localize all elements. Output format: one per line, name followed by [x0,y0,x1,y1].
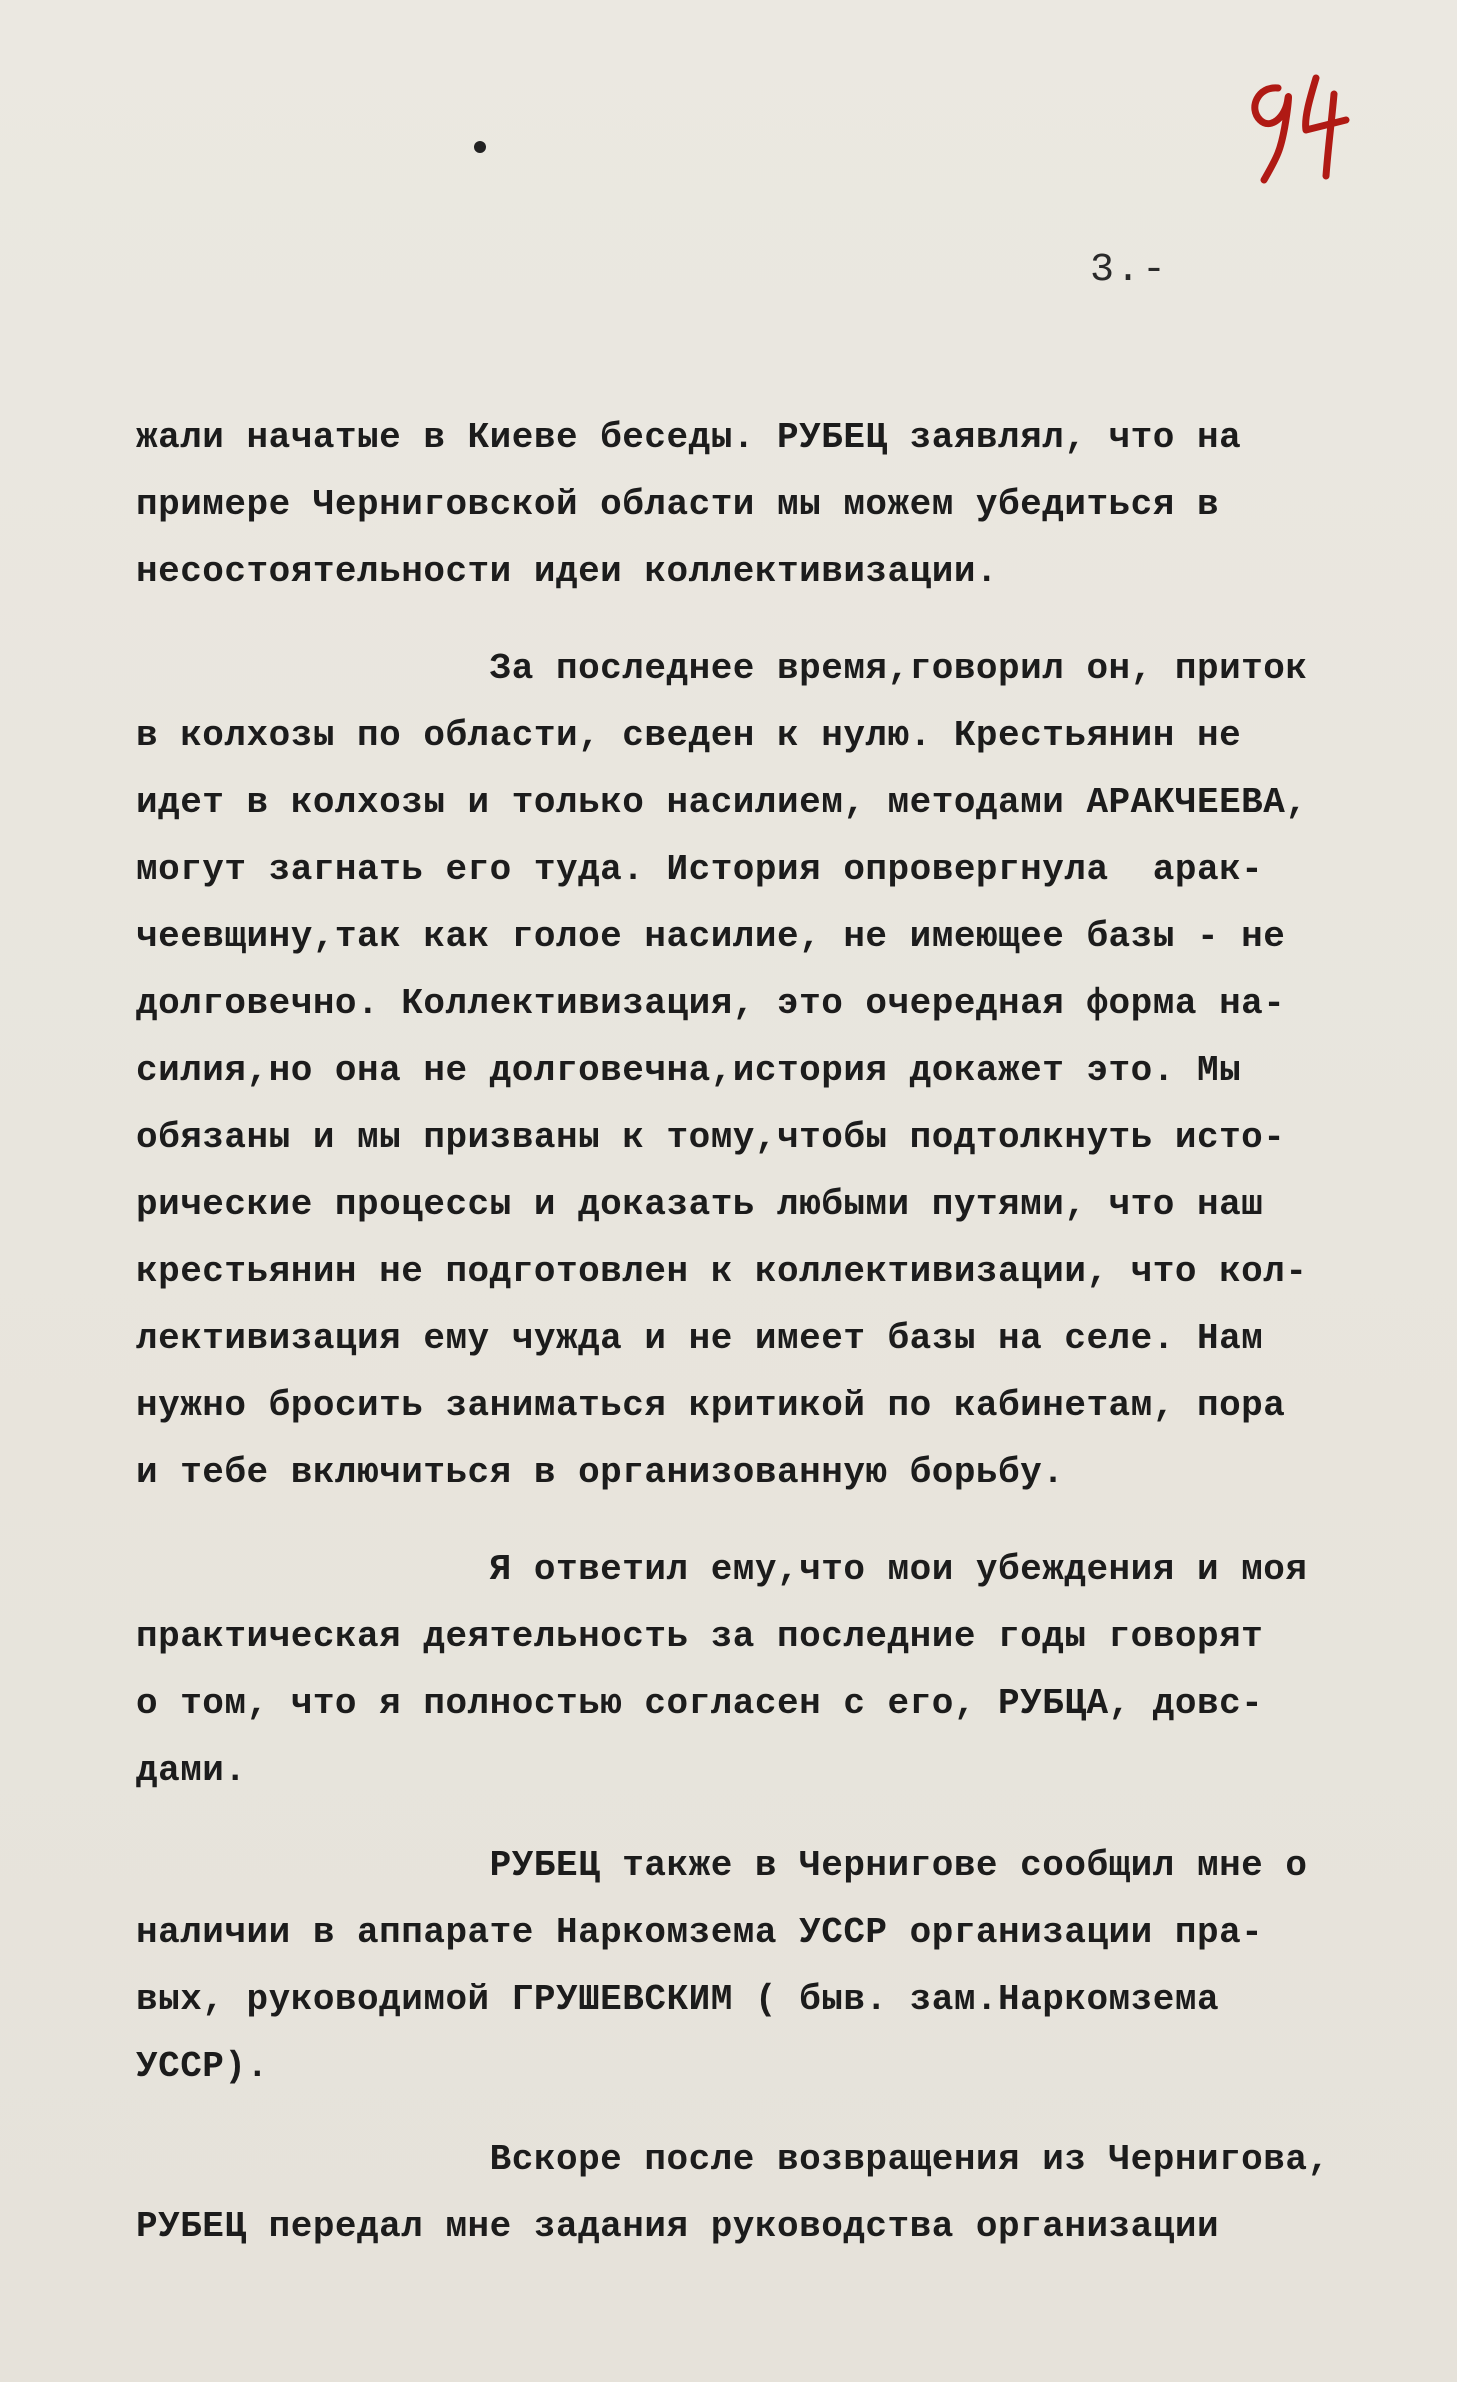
text-line: крестьянин не подготовлен к коллективизации, что кол- [136,1251,1308,1292]
text-line: жали начатые в Киеве беседы. РУБЕЦ заявлял, что на [136,417,1242,458]
text-line: дами. [136,1750,247,1791]
text-line: обязаны и мы призваны к тому,чтобы подтолкнуть исто- [136,1117,1286,1158]
archive-sheet-number [1238,58,1358,198]
text-line: За последнее время,говорил он, приток [136,648,1308,689]
text-line: долговечно. Коллективизация, это очередная форма на- [136,983,1286,1024]
text-line: рические процессы и доказать любыми путями, что наш [136,1184,1264,1225]
text-line: о том, что я полностью согласен с его, РУБЦА, довс- [136,1683,1264,1724]
text-line: чеевщину,так как голое насилие, не имеющее базы - не [136,916,1286,957]
text-line: РУБЕЦ передал мне задания руководства организации [136,2206,1220,2247]
paragraph-5 [136,2126,1336,2260]
text-line: в колхозы по области, сведен к нулю. Крестьянин не [136,715,1242,756]
text-line: примере Черниговской области мы можем убедиться в [136,484,1220,525]
text-line: несостоятельности идеи коллективизации. [136,551,999,592]
text-line: УССР). [136,2046,269,2087]
typed-body-text [136,404,1336,2260]
text-line: нужно бросить заниматься критикой по кабинетам, пора [136,1385,1286,1426]
page-number: 3.- [1090,248,1169,293]
paragraph-1 [136,404,1336,605]
text-line: РУБЕЦ также в Чернигове сообщил мне о [136,1845,1308,1886]
text-line: лективизация ему чужда и не имеет базы на селе. Нам [136,1318,1264,1359]
text-line: Вскоре после возвращения из Чернигова, [136,2139,1330,2180]
paragraph-2 [136,635,1336,1506]
text-line: практическая деятельность за последние годы говорят [136,1616,1264,1657]
punch-dot [474,141,486,153]
text-line: могут загнать его туда. История опровергнула арак- [136,849,1264,890]
text-line: Я ответил ему,что мои убеждения и моя [136,1549,1308,1590]
text-line: силия,но она не долговечна,история докажет это. Мы [136,1050,1242,1091]
text-line: идет в колхозы и только насилием, методами АРАКЧЕЕВА, [136,782,1308,823]
text-line: наличии в аппарате Наркомзема УССР организации пра- [136,1912,1264,1953]
paragraph-3 [136,1536,1336,1804]
handwritten-number-94-stamp [1238,58,1358,198]
text-line: и тебе включиться в организованную борьбу. [136,1452,1065,1493]
paragraph-4 [136,1832,1336,2100]
text-line: вых, руководимой ГРУШЕВСКИМ ( быв. зам.Наркомзема [136,1979,1220,2020]
